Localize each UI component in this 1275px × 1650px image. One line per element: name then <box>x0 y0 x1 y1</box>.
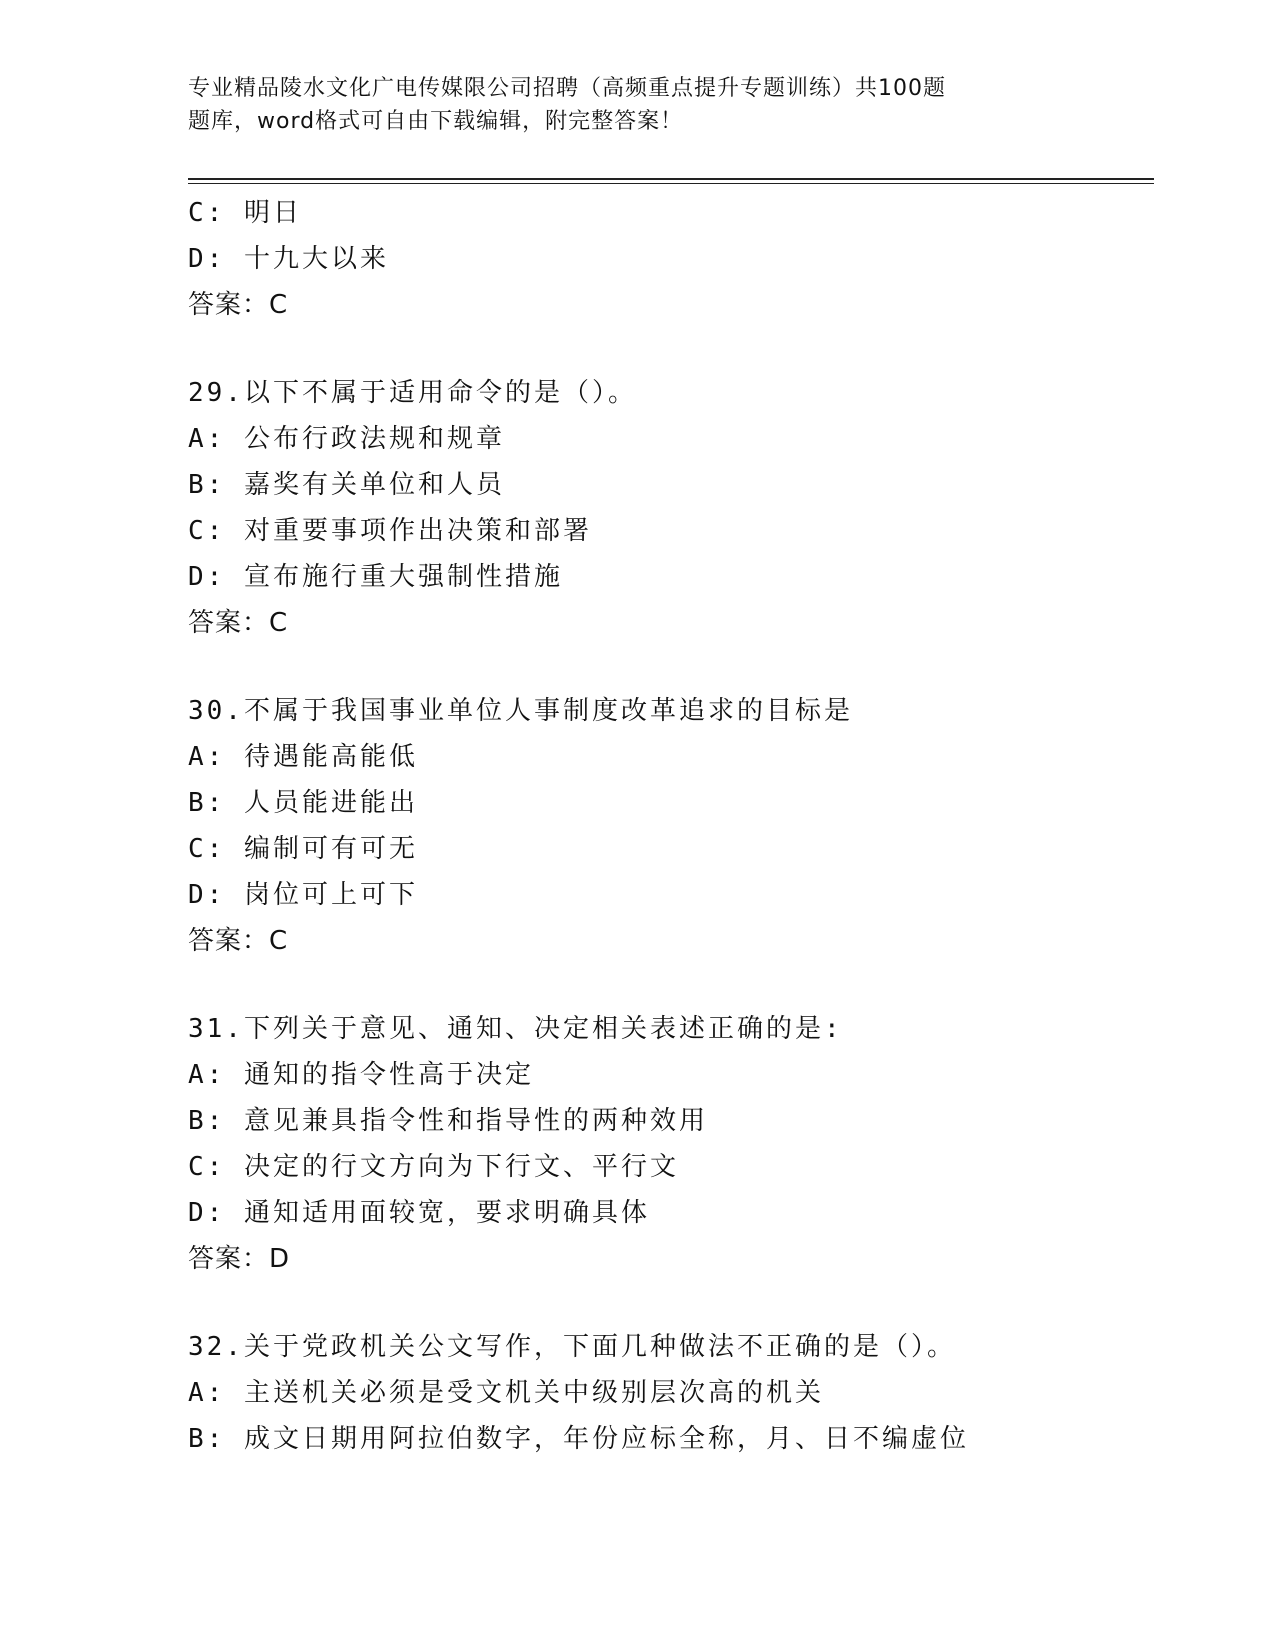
option-a: A: 待遇能高能低 <box>188 742 418 772</box>
header-line-2: 题库，word格式可自由下载编辑，附完整答案！ <box>188 109 684 134</box>
option-a: A: 公布行政法规和规章 <box>188 424 505 454</box>
option-a: A: 通知的指令性高于决定 <box>188 1060 534 1090</box>
answer-label: 答案：C <box>188 608 289 638</box>
option-b: B: 成文日期用阿拉伯数字，年份应标全称，月、日不编虚位 <box>188 1424 969 1454</box>
header-divider-thick <box>188 178 1154 180</box>
option-b: B: 嘉奖有关单位和人员 <box>188 470 505 500</box>
answer-label: 答案：D <box>188 1244 291 1274</box>
header-line-1: 专业精品陵水文化广电传媒限公司招聘（高频重点提升专题训练）共100题 <box>188 76 946 101</box>
option-d: D: 岗位可上可下 <box>188 880 418 910</box>
option-d: D: 十九大以来 <box>188 244 389 274</box>
option-a: A: 主送机关必须是受文机关中级别层次高的机关 <box>188 1378 824 1408</box>
option-b: B: 意见兼具指令性和指导性的两种效用 <box>188 1106 708 1136</box>
option-c: C: 对重要事项作出决策和部署 <box>188 516 592 546</box>
question-stem: 32.关于党政机关公文写作，下面几种做法不正确的是（）。 <box>188 1332 956 1362</box>
option-c: C: 明日 <box>188 198 302 228</box>
answer-label: 答案：C <box>188 926 289 956</box>
option-b: B: 人员能进能出 <box>188 788 418 818</box>
question-block-30 <box>188 688 1154 964</box>
header-divider-thin <box>188 183 1154 184</box>
question-stem: 30.不属于我国事业单位人事制度改革追求的目标是 <box>188 696 853 726</box>
question-block-31 <box>188 1006 1154 1282</box>
option-d: D: 宣布施行重大强制性措施 <box>188 562 563 592</box>
question-block-32 <box>188 1324 1154 1462</box>
answer-label: 答案：C <box>188 290 289 320</box>
option-c: C: 编制可有可无 <box>188 834 418 864</box>
question-stem: 29.以下不属于适用命令的是（）。 <box>188 378 637 408</box>
option-d: D: 通知适用面较宽，要求明确具体 <box>188 1198 650 1228</box>
question-block-29 <box>188 370 1154 646</box>
option-c: C: 决定的行文方向为下行文、平行文 <box>188 1152 679 1182</box>
question-stem: 31.下列关于意见、通知、决定相关表述正确的是: <box>188 1014 843 1044</box>
question-block-previous <box>188 190 1154 328</box>
document-header <box>188 72 1018 138</box>
question-list <box>188 190 1154 1462</box>
